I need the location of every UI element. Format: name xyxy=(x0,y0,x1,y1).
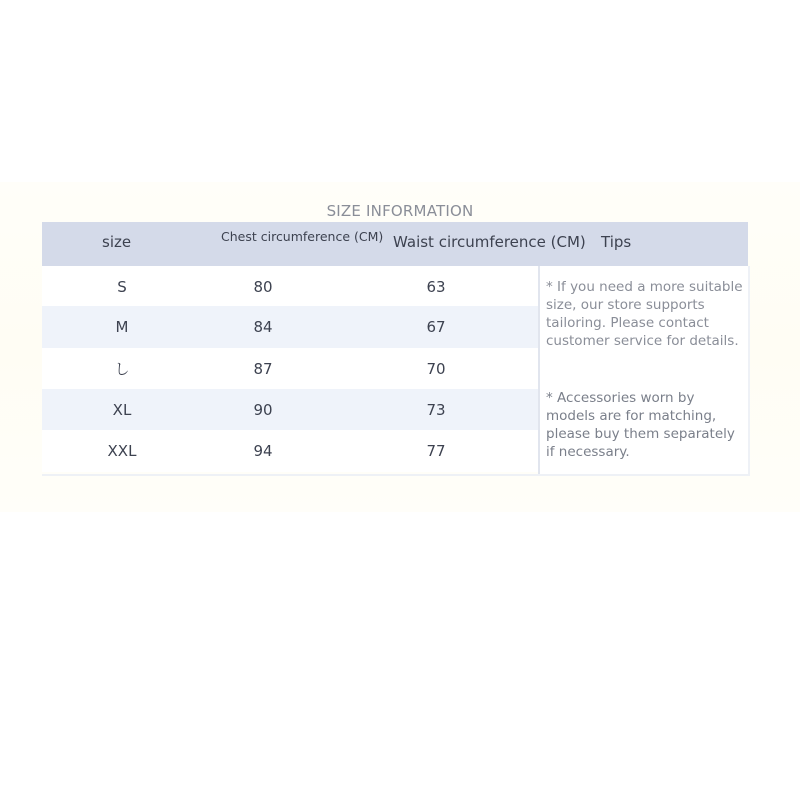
header-size: size xyxy=(102,233,132,251)
tips-column xyxy=(538,266,750,476)
header-waist: Waist circumference (CM) xyxy=(393,233,586,251)
header-chest: Chest circumference (CM) xyxy=(221,229,384,244)
table-row xyxy=(42,348,539,390)
size-cell: XXL xyxy=(107,442,137,460)
table-bottom-border xyxy=(42,474,748,476)
waist-cell: 77 xyxy=(426,442,446,460)
chest-cell: 84 xyxy=(253,318,273,336)
size-cell: XL xyxy=(112,401,132,419)
size-cell: M xyxy=(115,318,129,336)
tip-tailoring: * If you need a more suitable size, our store supports tailoring. Please contact customer service for details. xyxy=(546,279,743,349)
chest-cell: 94 xyxy=(253,442,273,460)
tip-accessories: * Accessories worn by models are for matching, please buy them separately if necessary. xyxy=(546,390,735,460)
chest-cell: 80 xyxy=(253,278,273,296)
chest-cell: 87 xyxy=(253,360,273,378)
waist-cell: 63 xyxy=(426,278,446,296)
size-cell: し xyxy=(114,360,130,378)
size-cell: S xyxy=(117,278,127,296)
table-row xyxy=(42,266,539,308)
table-row xyxy=(42,389,539,431)
waist-cell: 73 xyxy=(426,401,446,419)
waist-cell: 67 xyxy=(426,318,446,336)
waist-cell: 70 xyxy=(426,360,446,378)
table-row xyxy=(42,430,539,472)
header-tips: Tips xyxy=(601,233,632,251)
section-title: SIZE INFORMATION xyxy=(326,202,474,220)
table-row xyxy=(42,306,539,348)
table-header xyxy=(42,222,748,266)
chest-cell: 90 xyxy=(253,401,273,419)
